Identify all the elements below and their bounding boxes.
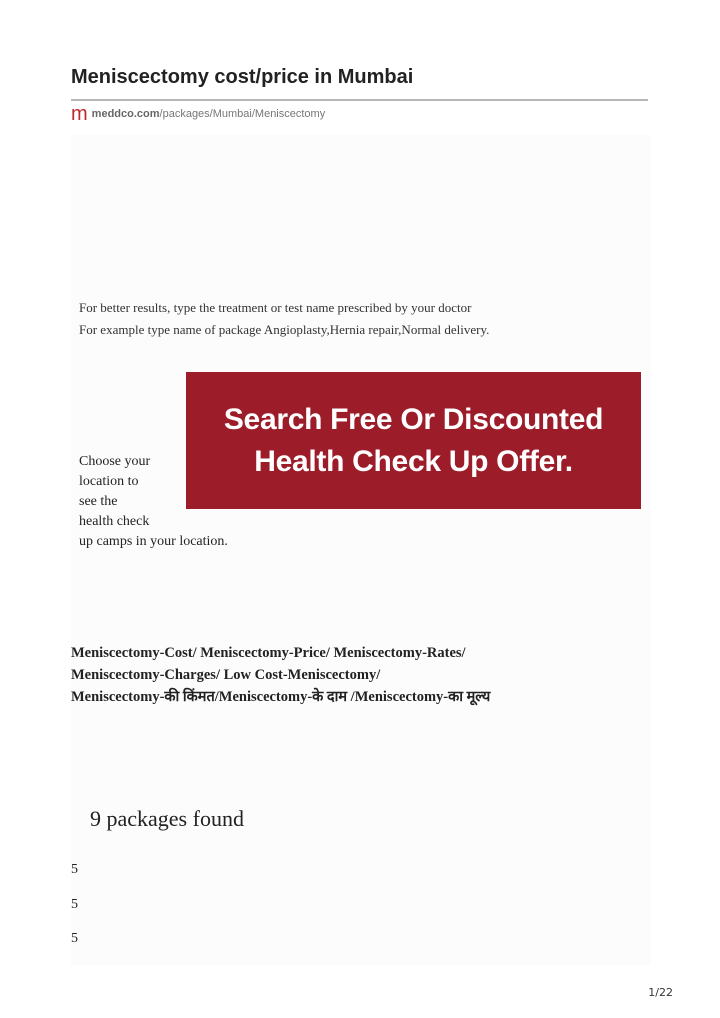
banner-line-2: Health Check Up Offer. bbox=[254, 444, 573, 478]
package-count-list bbox=[71, 860, 78, 964]
list-item: 5 bbox=[71, 931, 78, 946]
choose-location-line: see the bbox=[79, 494, 118, 509]
keyword-line: Meniscectomy-की किंमत/Meniscectomy-के दाम /Meniscectomy-का मूल्य bbox=[71, 689, 491, 705]
keyword-line: Meniscectomy-Cost/ Meniscectomy-Price/ Meniscectomy-Rates/ bbox=[71, 645, 466, 661]
search-hint: For better results, type the treatment or test name prescribed by your doctor bbox=[79, 300, 472, 315]
meddco-logo-icon: m bbox=[71, 103, 88, 125]
page-number: 1/22 bbox=[648, 986, 673, 999]
keyword-line: Meniscectomy-Charges/ Low Cost-Meniscectomy/ bbox=[71, 667, 381, 683]
choose-location-line: Choose your bbox=[79, 454, 151, 469]
source-path: /packages/Mumbai/Meniscectomy bbox=[159, 108, 326, 120]
list-item: 5 bbox=[71, 862, 78, 877]
banner-line-1: Search Free Or Discounted bbox=[223, 402, 604, 436]
source-domain: meddco.com bbox=[91, 108, 160, 120]
title-divider bbox=[71, 99, 648, 101]
packages-found-heading: 9 packages found bbox=[90, 806, 244, 831]
choose-location-line: location to bbox=[79, 474, 139, 489]
page-title: Meniscectomy cost/price in Mumbai bbox=[71, 66, 414, 88]
health-checkup-offer-banner[interactable] bbox=[186, 372, 641, 509]
source-url[interactable] bbox=[71, 103, 326, 125]
choose-location-line: health check bbox=[79, 514, 150, 529]
choose-location-line: up camps in your location. bbox=[79, 534, 228, 549]
list-item: 5 bbox=[71, 896, 78, 912]
keyword-tags bbox=[71, 642, 591, 708]
search-example-hint: For example type name of package Angioplasty,Hernia repair,Normal delivery. bbox=[79, 322, 490, 337]
